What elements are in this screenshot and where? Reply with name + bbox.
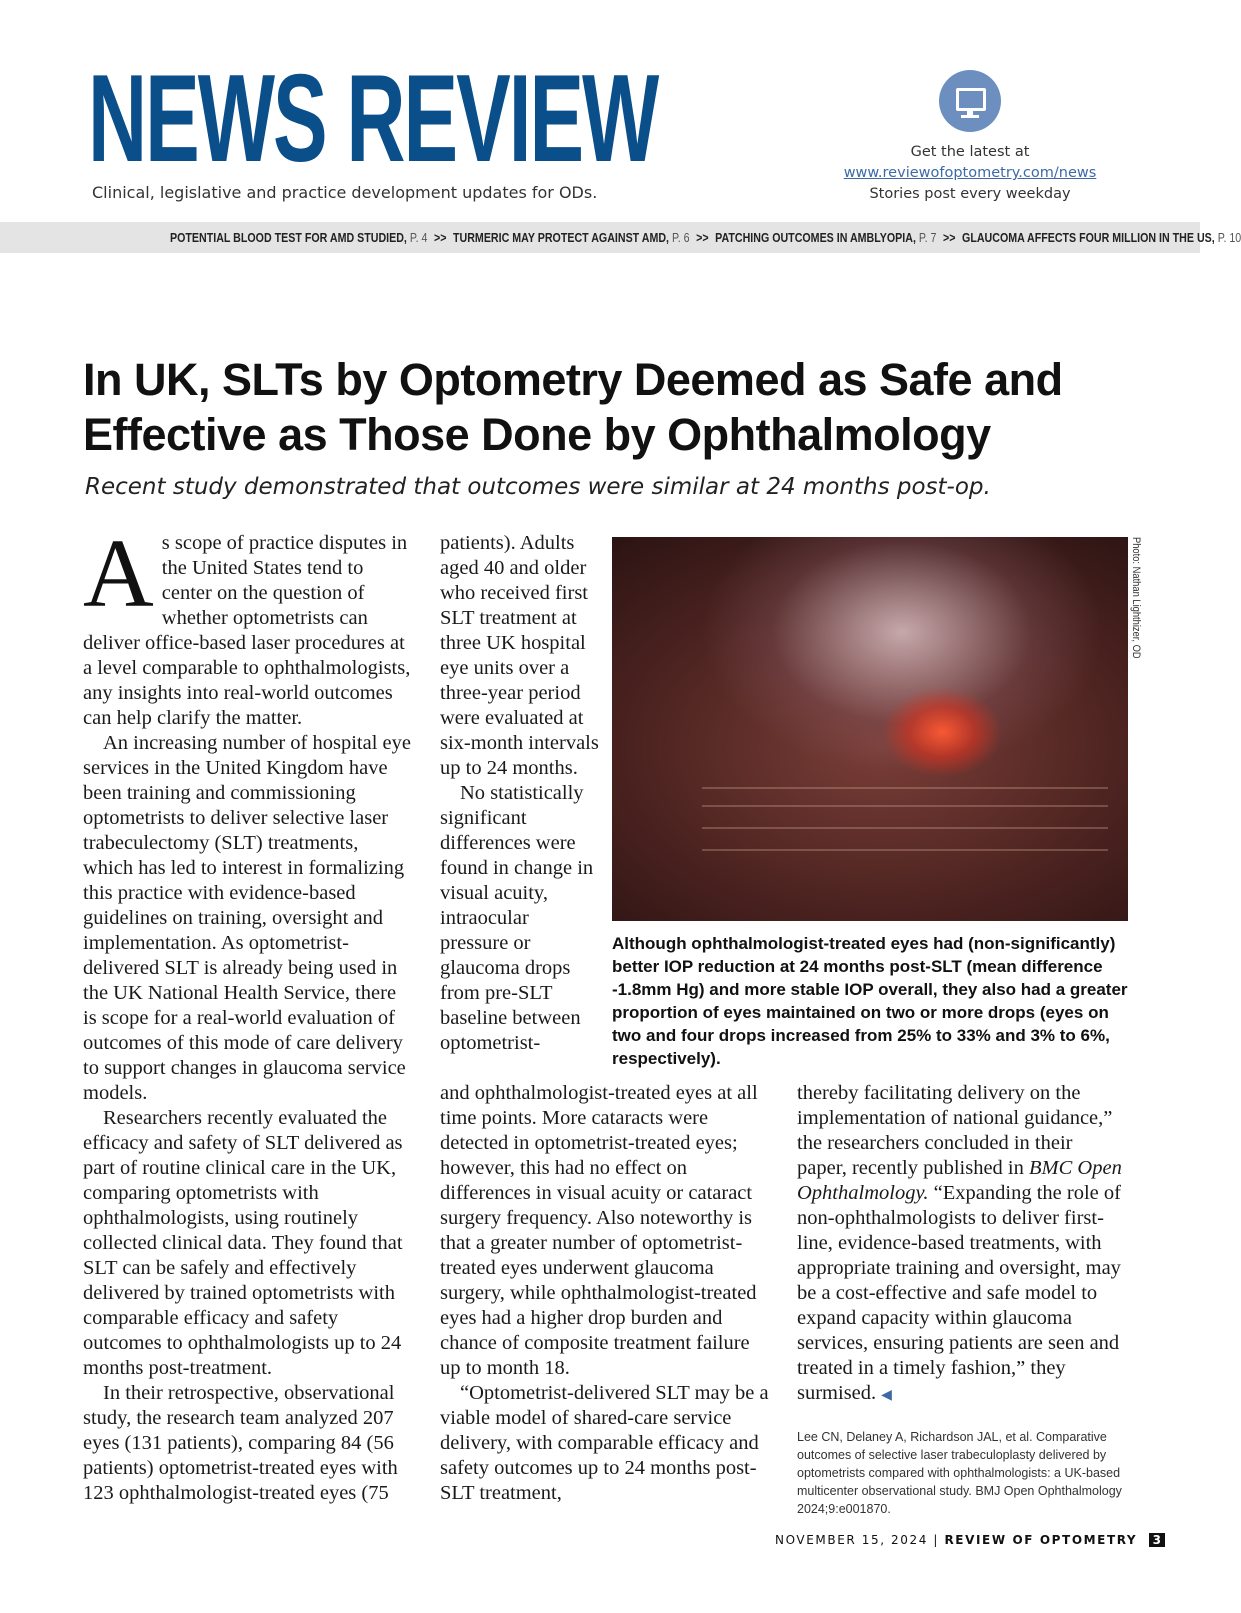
paragraph: An increasing number of hospital eye services in the United Kingdom have been training and commissioning optometrists to deliver selective laser trabeculectomy (SLT) treatments, which has led to interest in formalizing this practice with evidence-based guidelines on training, oversight and implementation. As optometrist-delivered SLT is already being used in the UK National Health Service, there is scope for a real-world evaluation of outcomes of this mode of care delivery to support changes in glaucoma service models. [83, 732, 411, 1104]
article-column-2-top [440, 531, 600, 1056]
ticker-item[interactable]: GLAUCOMA AFFECTS FOUR MILLION IN THE US, P. 10 [962, 230, 1241, 245]
ticker-bar [0, 222, 1241, 253]
paragraph: patients). Adults aged 40 and older who received first SLT treatment at three UK hospital eye units over a three-year period were evaluated at six-month intervals up to 24 months. [440, 532, 599, 779]
article-column-1 [83, 520, 413, 1506]
magazine-name: REVIEW OF OPTOMETRY [944, 1533, 1138, 1547]
ticker-items [170, 230, 1241, 245]
paragraph: s scope of practice disputes in the United States tend to center on the question of whether optometrists can deliver office-based laser procedures at a level comparable to ophthalmologists, any insights into real-world outcomes can help clarify the matter. [83, 532, 411, 729]
ticker-separator: >> [434, 230, 447, 245]
article-column-2-bottom [440, 1081, 770, 1506]
slt-procedure-photo [612, 537, 1128, 921]
promo-line2: Stories post every weekday [869, 186, 1071, 202]
ticker-separator: >> [696, 230, 709, 245]
paragraph: No statistically significant differences were found in change in visual acuity, intraocular pressure or glaucoma drops from pre-SLT baseline between optometrist- [440, 782, 594, 1054]
article-column-3 [797, 1081, 1127, 1408]
paragraph: In their retrospective, observational study, the research team analyzed 207 eyes (131 patients), comparing 84 (56 patients) optometrist-treated eyes with 123 ophthalmologist-treated eyes (75 [83, 1382, 398, 1504]
footer-divider: | [933, 1533, 940, 1547]
masthead-subtitle: Clinical, legislative and practice development updates for ODs. [92, 183, 598, 202]
ticker-separator: >> [943, 230, 956, 245]
promo-line1: Get the latest at [910, 144, 1030, 160]
issue-date: NOVEMBER 15, 2024 [775, 1533, 928, 1547]
ticker-item[interactable]: PATCHING OUTCOMES IN AMBLYOPIA, P. 7 [715, 230, 937, 245]
article-dek: Recent study demonstrated that outcomes were similar at 24 months post-op. [85, 474, 991, 500]
ticker-item[interactable]: TURMERIC MAY PROTECT AGAINST AMD, P. 6 [453, 230, 690, 245]
paragraph: Researchers recently evaluated the efficacy and safety of SLT delivered as part of routine clinical care in the UK, comparing optometrists with ophthalmologists, using routinely collected clinical data. They found that SLT can be safely and effectively delivered by trained optometrists with comparable efficacy and safety outcomes to ophthalmologists up to 24 months post-treatment. [83, 1107, 403, 1379]
drop-cap: A [83, 520, 154, 628]
monitor-icon [939, 70, 1001, 132]
paragraph: thereby facilitating delivery on the implementation of national guidance,” the researchers concluded in their paper, recently published in BMC Open Ophthalmology. “Expanding the role of non-ophthalmologists to deliver first-line, evidence-based treatments, with appropriate training and oversight, may be a cost-effective and safe model to expand capacity within glaucoma services, ensuring patients are seen and treated in a timely fashion,” they surmised. ◀ [797, 1082, 1122, 1404]
page-number: 3 [1149, 1533, 1165, 1547]
page-footer [775, 1533, 1165, 1547]
article-headline: In UK, SLTs by Optometry Deemed as Safe and Effective as Those Done by Ophthalmology [83, 354, 1063, 460]
masthead-title: NEWS REVIEW [88, 50, 658, 188]
promo-url-link[interactable]: www.reviewofoptometry.com/news [843, 165, 1097, 181]
citation-reference: Lee CN, Delaney A, Richardson JAL, et al. Comparative outcomes of selective laser trabeculoplasty delivered by optometrists compared with ophthalmologists: a UK-based multicenter observational study. BMJ Open Ophthalmology 2024;9:e001870. [797, 1430, 1122, 1516]
ticker-item[interactable]: POTENTIAL BLOOD TEST FOR AMD STUDIED, P. 4 [170, 230, 428, 245]
photo-caption: Although ophthalmologist-treated eyes had (non-significantly) better IOP reduction at 24 months post-SLT (mean difference -1.8mm Hg) and more stable IOP overall, they also had a greater proportion of eyes maintained on two or more drops (eyes on two and four drops increased from 25% to 33% and 3% to 6%, respectively). [612, 934, 1128, 1068]
paragraph: and ophthalmologist-treated eyes at all time points. More cataracts were detected in optometrist-treated eyes; however, this had no effect on differences in visual acuity or cataract surgery frequency. Also noteworthy is that a greater number of optometrist-treated eyes underwent glaucoma surgery, while ophthalmologist-treated eyes had a higher drop burden and chance of composite treatment failure up to month 18. [440, 1082, 758, 1379]
end-mark-icon: ◀ [881, 1388, 892, 1403]
photo-credit: Photo: Nathan Lighthizer, OD [1130, 537, 1142, 659]
paragraph: “Optometrist-delivered SLT may be a viable model of shared-care service delivery, with comparable efficacy and safety outcomes up to 24 months post-SLT treatment, [440, 1382, 769, 1504]
journal-name: BMC Open Ophthalmology. [797, 1157, 1122, 1204]
news-promo [820, 70, 1120, 205]
